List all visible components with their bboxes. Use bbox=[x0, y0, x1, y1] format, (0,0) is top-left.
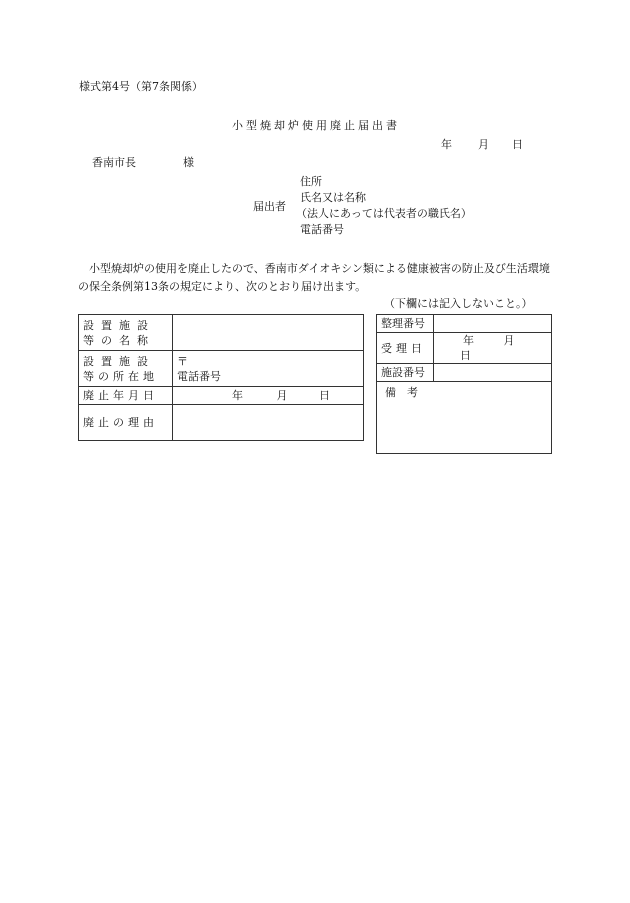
facility-name-field[interactable] bbox=[173, 315, 364, 351]
location-row bbox=[79, 351, 364, 387]
office-table bbox=[376, 314, 552, 454]
remarks-label: 備 考 bbox=[385, 386, 418, 399]
main-table bbox=[78, 314, 364, 441]
phone-field-label: 電話番号 bbox=[300, 223, 344, 236]
received-date-field: 年 月 日 bbox=[434, 333, 552, 364]
postal-mark: 〒 bbox=[177, 354, 188, 368]
honorific: 様 bbox=[183, 156, 194, 169]
address-field-label: 住所 bbox=[300, 175, 322, 188]
location-field[interactable] bbox=[173, 351, 364, 387]
facility-number-label: 施設番号 bbox=[377, 364, 434, 382]
name-field-label: 氏名又は名称 bbox=[300, 191, 366, 204]
body-text: 小型焼却炉の使用を廃止したので、香南市ダイオキシン類による健康被害の防止及び生活環境の保全条例第13条の規定により、次のとおり届け出ます。 bbox=[78, 262, 550, 293]
abolition-date-label: 廃止年月日 bbox=[79, 387, 173, 405]
date-month: 月 bbox=[478, 138, 489, 151]
facility-number-row bbox=[377, 364, 552, 382]
location-label: 設置施設 等の所在地 bbox=[79, 351, 173, 387]
reason-field[interactable] bbox=[173, 405, 364, 441]
document-title: 小型焼却炉使用廃止届出書 bbox=[232, 119, 400, 132]
date-year: 年 bbox=[441, 138, 452, 151]
abolition-date-field[interactable]: 年 月 日 bbox=[173, 387, 364, 405]
facility-number-field bbox=[434, 364, 552, 382]
location-phone-label: 電話番号 bbox=[177, 369, 221, 383]
reason-label: 廃止の理由 bbox=[79, 405, 173, 441]
abolition-date-row bbox=[79, 387, 364, 405]
received-label: 受理日 bbox=[377, 333, 434, 364]
facility-name-label: 設置施設 等の名称 bbox=[79, 315, 173, 351]
date-day: 日 bbox=[512, 138, 523, 151]
remarks-row bbox=[377, 382, 552, 454]
office-note: （下欄には記入しないこと。） bbox=[384, 297, 533, 310]
facility-name-row bbox=[79, 315, 364, 351]
received-date-row bbox=[377, 333, 552, 364]
form-number: 様式第4号（第7条関係） bbox=[79, 80, 203, 93]
remarks-cell bbox=[377, 382, 552, 454]
applicant-label: 届出者 bbox=[253, 200, 286, 213]
addressee: 香南市長 bbox=[92, 156, 136, 169]
ref-number-row bbox=[377, 315, 552, 333]
ref-number-label: 整理番号 bbox=[377, 315, 434, 333]
representative-field-label: （法人にあっては代表者の職氏名） bbox=[296, 207, 472, 220]
reason-row bbox=[79, 405, 364, 441]
ref-number-field bbox=[434, 315, 552, 333]
